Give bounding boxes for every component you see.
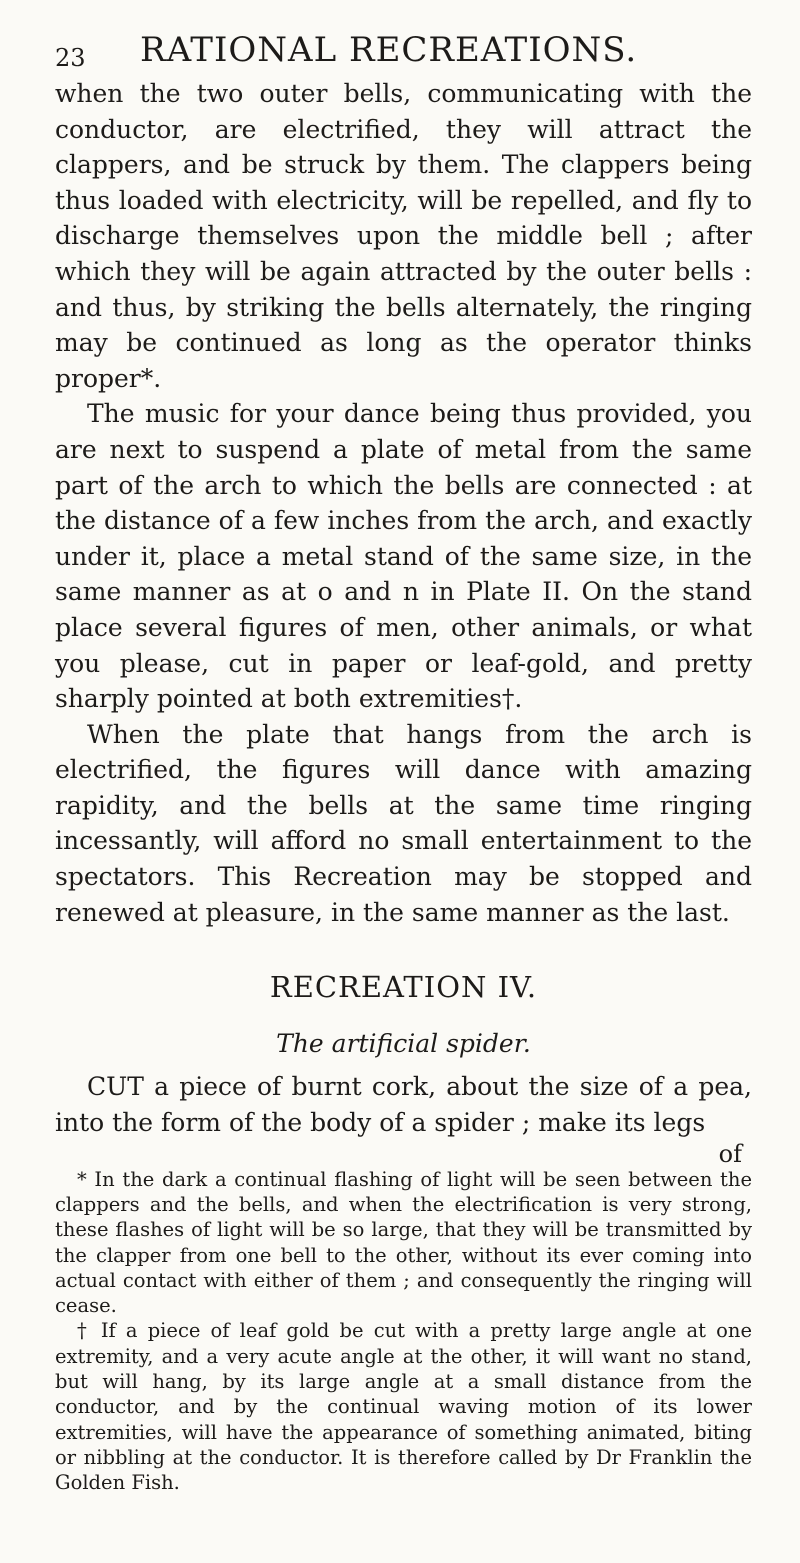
footnote: † If a piece of leaf gold be cut with a pretty large angle at one extremity, and a very acute angle at the other, it will want no stand, but will hang, by its large angle at a small distance from the conductor, and by the continual waving motion of its lower extremities, will have the appearance of something animated, biting or nibbling at the conductor. It is therefore called by Dr Franklin the Golden Fish. [55,1319,752,1495]
page-number: 23 [55,44,86,72]
section-subtitle: The artificial spider. [276,1028,531,1058]
running-head: RATIONAL RECREATIONS. [140,30,638,70]
main-text [55,76,752,1167]
paragraph: CUT a piece of burnt cork, about the size of a pea, into the form of the body of a spider ; make its legs [55,1072,752,1138]
catchword: of [718,1139,742,1168]
paragraph: when the two outer bells, communicating with the conductor, are electrified, they will attract the clappers, and be struck by them. The clappers being thus loaded with electricity, will be repelled, and fly to discharge themselves upon the middle bell ; after which they will be again attracted by the outer bells : and thus, by striking the bells alternately, the ringing may be continued as long as the operator thinks proper*. [55,79,752,393]
paragraph: When the plate that hangs from the arch is electrified, the figures will dance with amazing rapidity, and the bells at the same time ringing incessantly, will afford no small entertainment to the spectators. This Recreation may be stopped and renewed at pleasure, in the same manner as the last. [55,719,752,927]
footnotes [55,1167,752,1496]
paragraph: The music for your dance being thus provided, you are next to suspend a plate of metal from the same part of the arch to which the bells are connected : at the distance of a few inches from the arch, and exactly under it, place a metal stand of the same size, in the same manner as at o and n in Plate II. On the stand place several figures of men, other animals, or what you please, cut in paper or leaf-gold, and pretty sharply pointed at both extremities†. [55,399,752,714]
footnote: * In the dark a continual flashing of light will be seen between the clappers and the bells, and when the electrification is very strong, these flashes of light will be so large, that they will be transmitted by the clapper from one bell to the other, without its ever coming into actual contact with either of them ; and consequently the ringing will cease. [55,1167,752,1318]
section-title: RECREATION IV. [269,970,538,1005]
page-header [55,0,752,76]
